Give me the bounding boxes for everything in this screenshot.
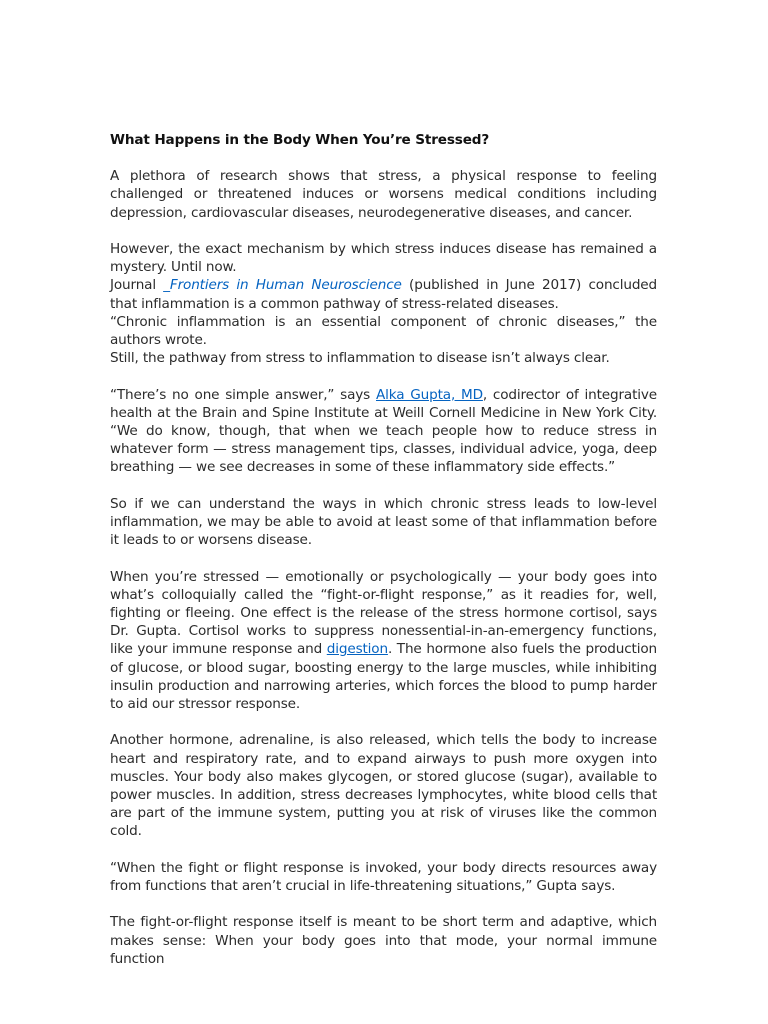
journal-link[interactable]: _Frontiers in Human Neuroscience xyxy=(163,277,402,294)
paragraph-gap xyxy=(110,895,657,913)
gupta-suffix: , codirector of integrative health at the Brain and Spine Institute at Weill Cornell Medicine in New York City. “We do know, though, that when we teach people how to reduce stress in whatever form — stress management tips, classes, individual advice, yoga, deep breathing — we see decreases in some of these inflammatory side effects.” xyxy=(110,386,658,476)
paragraph-journal xyxy=(110,276,657,312)
alka-gupta-link[interactable]: Alka Gupta, MD xyxy=(375,386,483,403)
paragraph-gupta-quote xyxy=(110,386,657,477)
paragraph-pathway: Still, the pathway from stress to inflammation to disease isn’t always clear. xyxy=(110,350,610,367)
paragraph-gap xyxy=(110,841,657,859)
paragraph-gap xyxy=(110,477,657,495)
paragraph-low-level-inflammation: So if we can understand the ways in which chronic stress leads to low-level inflammation, we may be able to avoid at least some of that inflammation before it leads to or worsens disease. xyxy=(110,495,657,549)
article-body xyxy=(110,131,657,968)
paragraph-gupta-says: “When the fight or flight response is invoked, your body directs resources away from functions that aren’t crucial in life-threatening situations,” Gupta says. xyxy=(110,859,657,895)
paragraph-stress-research: A plethora of research shows that stress, a physical response to feeling challenged or threatened induces or worsens medical conditions including depression, cardiovascular diseases, neurodegenerative diseases, and cancer. xyxy=(110,168,657,221)
article-title: What Happens in the Body When You’re Stressed? xyxy=(110,132,490,148)
cortisol-prefix: When you’re stressed — emotionally or psychologically — your body goes into what’s colloquially called the “fight-or-flight response,” as it readies for, well, fighting or fleeing. One effect is the release of the stress hormone cortisol, says Dr. Gupta. Cortisol works to suppress nonessential-in-an-emergency functions, like your immune response and xyxy=(110,568,657,658)
paragraph-gap xyxy=(110,549,657,567)
paragraph-adrenaline: Another hormone, adrenaline, is also released, which tells the body to increase heart and respiratory rate, and to expand airways to push more oxygen into muscles. Your body also makes glycogen, or stored glucose (sugar), available to power muscles. In addition, stress decreases lymphocytes, white blood cells that are part of the immune system, putting you at risk of viruses like the common cold. xyxy=(110,732,657,840)
paragraph-short-term: The fight-or-flight response itself is meant to be short term and adaptive, which makes sense: When your body goes into that mode, your normal immune function xyxy=(110,914,657,967)
cortisol-suffix: . The hormone also fuels the production of glucose, or blood sugar, boosting energy to the large muscles, while inhibiting insulin production and narrowing arteries, which forces the blood to pump harder to aid our stressor response. xyxy=(110,641,657,713)
paragraph-fight-or-flight xyxy=(110,568,657,714)
paragraph-gap xyxy=(110,367,657,385)
paragraph-chronic-quote: “Chronic inflammation is an essential component of chronic diseases,” the authors wrote. xyxy=(110,313,657,349)
journal-prefix: Journal xyxy=(110,277,164,294)
paragraph-mystery: However, the exact mechanism by which stress induces disease has remained a mystery. Until now. xyxy=(110,241,657,276)
gupta-prefix: “There’s no one simple answer,” says xyxy=(110,386,376,403)
paragraph-gap xyxy=(110,222,657,240)
journal-suffix: (published in June 2017) concluded that inflammation is a common pathway of stress-related diseases. xyxy=(110,277,657,312)
paragraph-gap xyxy=(110,713,657,731)
digestion-link[interactable]: digestion xyxy=(326,641,388,658)
